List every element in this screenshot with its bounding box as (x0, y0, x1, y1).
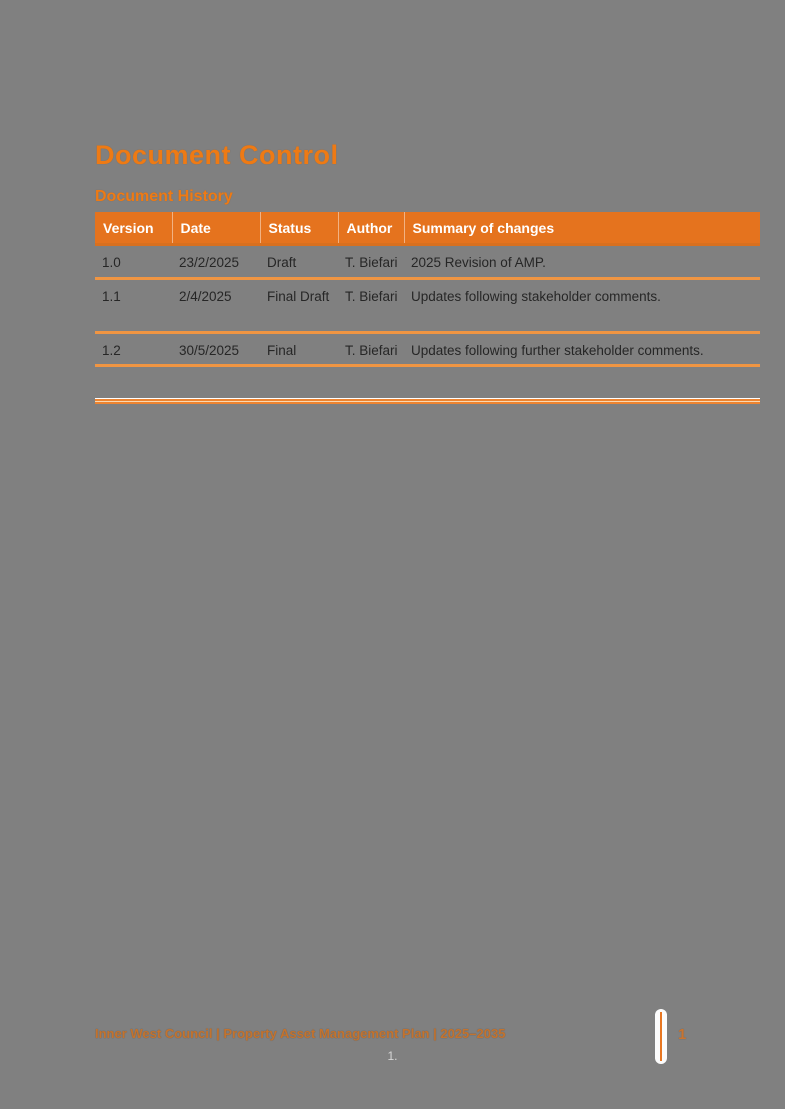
section-title-document-history: Document History (95, 188, 233, 205)
table-row (95, 245, 760, 279)
table-header-row (95, 212, 760, 245)
cell-date: 30/5/2025 (172, 333, 260, 366)
column-header-author: Author (338, 212, 404, 245)
cell-version: 1.0 (95, 245, 172, 279)
cell-status (260, 366, 338, 403)
table-row (95, 279, 760, 333)
column-header-status: Status (260, 212, 338, 245)
footer-page-number-center: 1. (387, 1049, 398, 1063)
cell-author: T. Biefari (338, 279, 404, 333)
cell-author: T. Biefari (338, 333, 404, 366)
column-header-version: Version (95, 212, 172, 245)
cell-status: Final Draft (260, 279, 338, 333)
cell-summary: Updates following further stakeholder comments. (404, 333, 760, 366)
table-row-empty (95, 366, 760, 403)
page-title: Document Control (95, 140, 339, 170)
cell-date (172, 366, 260, 403)
document-history-table (95, 212, 760, 402)
column-header-summary: Summary of changes (404, 212, 760, 245)
cell-summary: 2025 Revision of AMP. (404, 245, 760, 279)
cell-version: 1.2 (95, 333, 172, 366)
column-header-date: Date (172, 212, 260, 245)
cell-status: Draft (260, 245, 338, 279)
cell-summary: Updates following stakeholder comments. (404, 279, 760, 333)
footer-decoration-bar (655, 1009, 667, 1064)
cell-version: 1.1 (95, 279, 172, 333)
footer-text: Inner West Council | Property Asset Management Plan | 2025–2035 (95, 1026, 506, 1041)
cell-author: T. Biefari (338, 245, 404, 279)
cell-author (338, 366, 404, 403)
footer-page-number: 1 (678, 1026, 687, 1043)
cell-version (95, 366, 172, 403)
cell-date: 23/2/2025 (172, 245, 260, 279)
table-bottom-border (95, 398, 760, 404)
cell-date: 2/4/2025 (172, 279, 260, 333)
footer-bar-line (660, 1012, 662, 1061)
table-row (95, 333, 760, 366)
cell-summary (404, 366, 760, 403)
cell-status: Final (260, 333, 338, 366)
